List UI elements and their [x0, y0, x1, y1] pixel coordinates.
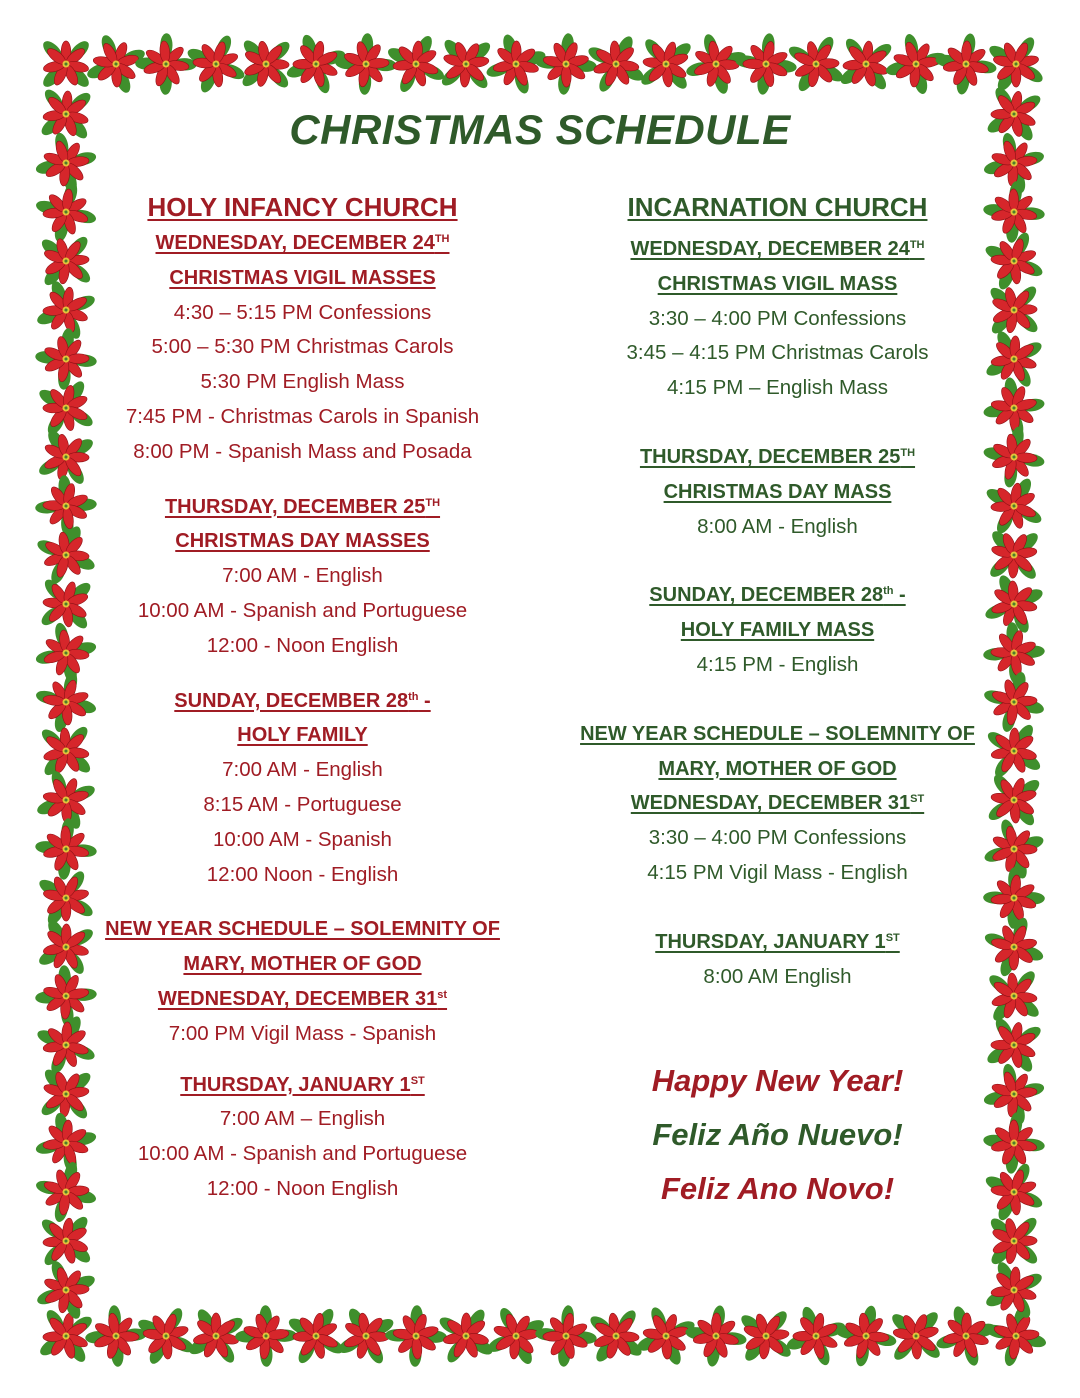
greeting-line: Feliz Ano Novo! [660, 1171, 895, 1207]
poinsettia-flower-icon [987, 283, 1041, 337]
poinsettia-flower-icon [35, 867, 98, 930]
schedule-line: 10:00 AM - Spanish and Portuguese [137, 598, 468, 622]
poinsettia-flower-icon [34, 915, 97, 978]
poinsettia-flower-icon [383, 31, 449, 97]
poinsettia-flower-icon [889, 1309, 944, 1364]
poinsettia-flower-icon [281, 29, 350, 98]
schedule-line: 3:30 – 4:00 PM Confessions [648, 306, 907, 330]
section-heading: THURSDAY, JANUARY 1ST [655, 930, 900, 953]
poinsettia-flower-icon [830, 1300, 903, 1373]
poinsettia-flower-icon [529, 1299, 603, 1373]
section-heading: CHRISTMAS DAY MASS [663, 480, 892, 503]
greeting-line: Feliz Año Nuevo! [652, 1117, 903, 1153]
church-name-incarnation: INCARNATION CHURCH [627, 192, 928, 222]
schedule-line: 7:00 AM – English [219, 1107, 386, 1131]
schedule-line: 7:00 PM Vigil Mass - Spanish [168, 1021, 437, 1045]
schedule-line: 3:30 – 4:00 PM Confessions [648, 826, 907, 850]
section-heading: NEW YEAR SCHEDULE – SOLEMNITY OF [105, 918, 500, 941]
schedule-section [560, 232, 995, 406]
church-name-holy-infancy: HOLY INFANCY CHURCH [147, 192, 458, 222]
section-heading: THURSDAY, DECEMBER 25TH [639, 445, 916, 468]
poinsettia-flower-icon [583, 31, 648, 96]
poinsettia-flower-icon [481, 29, 551, 99]
poinsettia-flower-icon [38, 1213, 94, 1269]
incarnation-schedule [560, 232, 995, 994]
schedule-line: 12:00 Noon - English [206, 862, 399, 886]
schedule-line: 5:30 PM English Mass [200, 370, 405, 394]
schedule-line: 4:15 PM - English [696, 652, 859, 676]
section-heading: WEDNESDAY, DECEMBER 24TH [155, 232, 450, 254]
schedule-section [560, 440, 995, 544]
poinsettia-flower-icon [929, 27, 1002, 100]
poinsettia-flower-icon [133, 1303, 199, 1369]
schedule-section [90, 490, 515, 664]
poinsettia-flower-icon [981, 1257, 1047, 1323]
poinsettia-flower-icon [239, 37, 293, 91]
schedule-line: 10:00 AM - Spanish and Portuguese [137, 1142, 468, 1166]
section-heading: SUNDAY, DECEMBER 28th - [649, 584, 906, 607]
poinsettia-flower-icon [32, 1256, 101, 1325]
poinsettia-flower-icon [34, 425, 97, 488]
poinsettia-flower-icon [483, 1303, 549, 1369]
poinsettia-flower-icon [737, 1307, 794, 1364]
section-heading: THURSDAY, JANUARY 1ST [180, 1073, 425, 1096]
poinsettia-flower-icon [784, 32, 848, 96]
schedule-line: 12:00 - Noon English [206, 633, 399, 657]
holy-infancy-schedule [90, 226, 515, 1207]
incarnation-column [560, 190, 995, 1216]
schedule-section [90, 1068, 515, 1207]
section-heading: CHRISTMAS VIGIL MASS [657, 272, 898, 295]
poinsettia-flower-icon [79, 1299, 153, 1373]
schedule-line: 8:15 AM - Portuguese [203, 792, 402, 816]
holy-infancy-column [90, 190, 515, 1207]
poinsettia-flower-icon [529, 27, 603, 101]
section-heading: WEDNESDAY, DECEMBER 31st [157, 987, 448, 1010]
section-heading: WEDNESDAY, DECEMBER 24TH [630, 238, 925, 260]
poinsettia-flower-icon [632, 1302, 700, 1370]
poinsettia-flower-icon [379, 1299, 453, 1373]
schedule-section [90, 226, 515, 470]
poinsettia-flower-icon [680, 28, 751, 99]
poinsettia-flower-icon [729, 27, 802, 100]
schedule-line: 7:45 PM - Christmas Carols in Spanish [125, 404, 480, 428]
section-heading: HOLY FAMILY [237, 724, 368, 747]
schedule-line: 4:30 – 5:15 PM Confessions [173, 300, 432, 324]
section-heading: SUNDAY, DECEMBER 28th - [174, 689, 431, 712]
poinsettia-flower-icon [880, 28, 952, 100]
schedule-section [560, 925, 995, 995]
section-heading: HOLY FAMILY MASS [680, 619, 875, 642]
schedule-line: 10:00 AM - Spanish [213, 827, 392, 851]
poinsettia-flower-icon [229, 1299, 303, 1373]
schedule-line: 8:00 AM - English [697, 514, 858, 538]
schedule-line: 3:45 – 4:15 PM Christmas Carols [626, 341, 929, 365]
poinsettia-flower-icon [329, 27, 403, 101]
section-heading: CHRISTMAS VIGIL MASSES [169, 266, 436, 289]
section-heading: THURSDAY, DECEMBER 25TH [164, 495, 441, 518]
poinsettia-flower-icon [438, 36, 494, 92]
poinsettia-flower-icon [40, 38, 92, 90]
greetings [560, 1054, 995, 1216]
poinsettia-flower-icon [435, 1305, 497, 1367]
poinsettia-flower-icon [679, 1299, 752, 1372]
poinsettia-flower-icon [36, 1306, 97, 1367]
section-heading: MARY, MOTHER OF GOD [658, 757, 897, 780]
greeting-line: Happy New Year! [651, 1063, 904, 1099]
schedule-line: 7:00 AM - English [222, 564, 383, 588]
poinsettia-flower-icon [985, 33, 1048, 96]
poinsettia-flower-icon [38, 233, 94, 289]
schedule-section [90, 684, 515, 893]
schedule-line: 4:15 PM Vigil Mass - English [647, 860, 908, 884]
schedule-section [560, 717, 995, 891]
poinsettia-flower-icon [586, 1306, 646, 1366]
schedule-line: 8:00 PM - Spanish Mass and Posada [133, 439, 472, 463]
poinsettia-flower-icon [185, 1305, 248, 1368]
poinsettia-flower-icon [35, 377, 98, 440]
poinsettia-flower-icon [129, 27, 203, 101]
schedule-line: 4:15 PM – English Mass [666, 376, 889, 400]
poinsettia-flower-icon [182, 30, 250, 98]
poinsettia-flower-icon [980, 1300, 1052, 1372]
poinsettia-flower-icon [334, 1304, 399, 1369]
poinsettia-flower-icon [987, 1214, 1040, 1267]
poinsettia-flower-icon [781, 1301, 850, 1370]
poinsettia-flower-icon [82, 30, 151, 99]
section-heading: NEW YEAR SCHEDULE – SOLEMNITY OF [580, 722, 975, 745]
schedule-line: 12:00 - Noon English [206, 1176, 399, 1200]
section-heading: MARY, MOTHER OF GOD [183, 953, 422, 976]
poinsettia-flower-icon [637, 35, 694, 92]
poinsettia-flower-icon [38, 723, 94, 779]
poinsettia-flower-icon [284, 1304, 348, 1368]
section-heading: CHRISTMAS DAY MASSES [175, 530, 430, 553]
schedule-section [560, 578, 995, 682]
poinsettia-flower-icon [931, 1301, 1002, 1372]
poinsettia-flower-icon [38, 1066, 95, 1123]
poinsettia-flower-icon [836, 34, 895, 93]
schedule-line: 5:00 – 5:30 PM Christmas Carols [151, 335, 454, 359]
page-title: CHRISTMAS SCHEDULE [289, 106, 791, 153]
schedule-line: 7:00 AM - English [222, 758, 383, 782]
schedule-section [90, 912, 515, 1051]
poinsettia-flower-icon [38, 576, 95, 633]
schedule-line: 8:00 AM English [703, 964, 852, 988]
section-heading: WEDNESDAY, DECEMBER 31ST [630, 792, 925, 815]
